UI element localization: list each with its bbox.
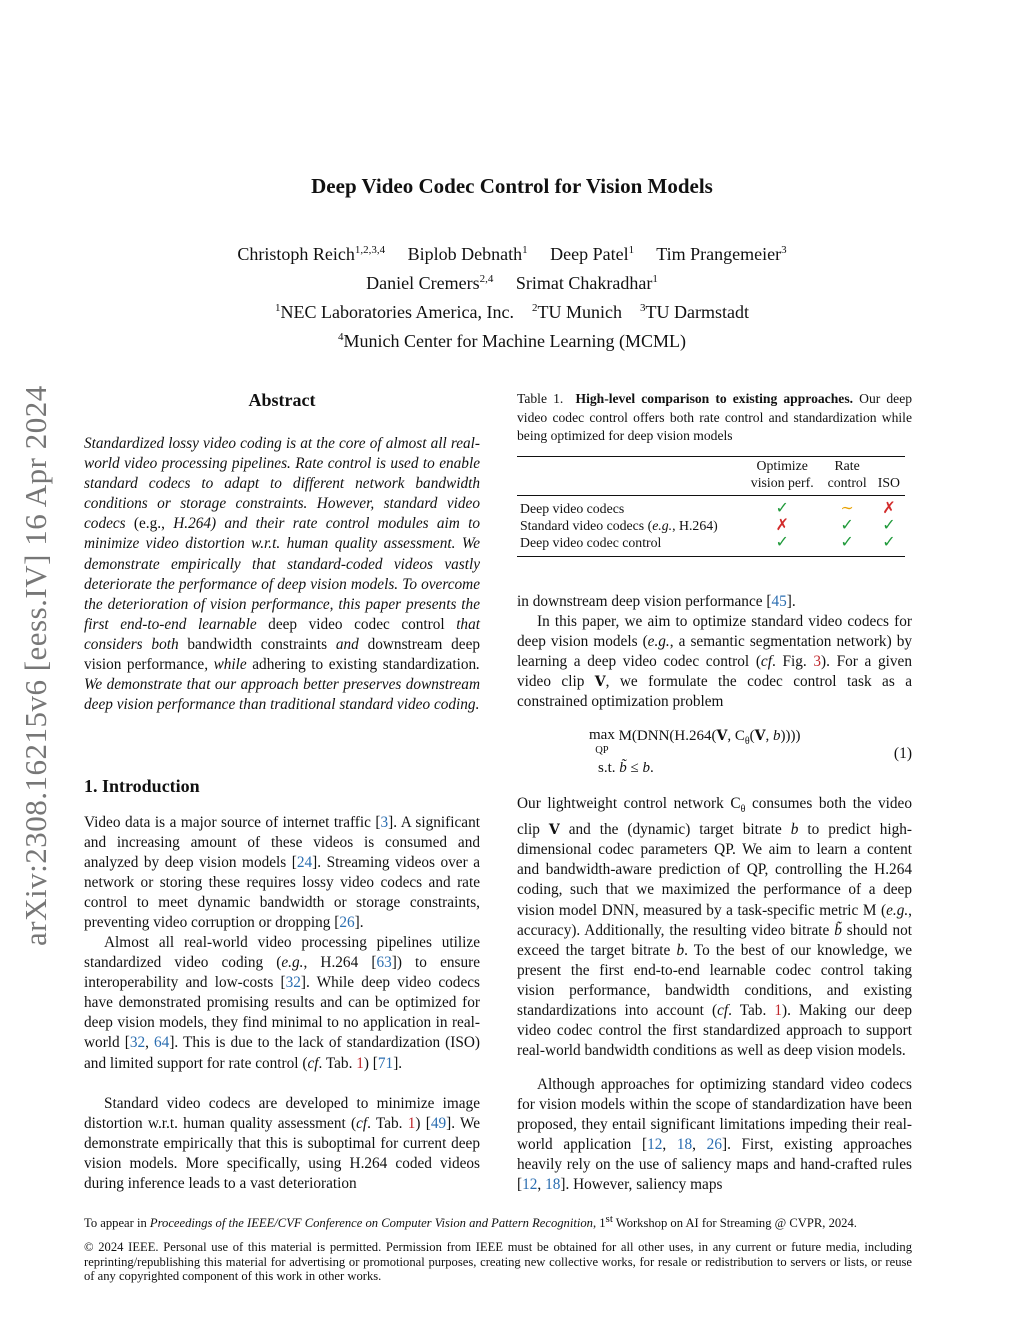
- cross-icon: ✗: [882, 500, 896, 517]
- affil-mark: 3: [639, 302, 646, 314]
- header-text: ISO: [877, 475, 901, 490]
- affiliation-line-2: [0, 325, 1024, 354]
- affiliation-line-1: [0, 296, 1024, 325]
- venue-sup: st: [605, 1213, 613, 1225]
- comparison-table: [517, 456, 905, 557]
- table-caption-title: High-level comparison to existing approaches.: [575, 391, 854, 406]
- author-affil-mark: 3: [781, 244, 787, 256]
- right-paragraph-1: in downstream deep vision performance [45].: [517, 593, 796, 610]
- header-text: Optimize: [756, 458, 808, 473]
- row-label: Deep video codecs: [520, 501, 625, 516]
- affiliation: NEC Laboratories America, Inc.: [280, 302, 514, 322]
- author-name: Srimat Chakradhar: [515, 273, 653, 293]
- author-name: Tim Prangemeier: [656, 244, 782, 264]
- affiliation-list: [0, 296, 1024, 354]
- intro-heading: 1. Introduction: [84, 776, 200, 796]
- affiliation: Munich Center for Machine Learning (MCML): [343, 331, 686, 351]
- author-name: Christoph Reich: [237, 244, 355, 264]
- table-row: [517, 496, 905, 518]
- author-name: Deep Patel: [550, 244, 629, 264]
- intro-paragraph-3: Standard video codecs are developed to minimize image distortion w.r.t. human quality assessment (cf. Tab. 1) [49]. We demonstrate empirically that this is suboptimal for current deep vision models. More specifically, using H.264 coded videos during inference leads to a vast deterioration: [84, 1095, 480, 1193]
- author-affil-mark: 1: [652, 273, 658, 285]
- equation-constraint: s.t. b̃ ≤ b.: [598, 760, 654, 776]
- affil-mark: 1: [275, 302, 281, 314]
- venue-name: Proceedings of the IEEE/CVF Conference on Computer Vision and Pattern Recognition: [149, 1216, 593, 1231]
- row-label: [517, 517, 743, 534]
- col-header-iso: [873, 457, 905, 496]
- right-paragraph-4: Although approaches for optimizing standard video codecs for vision models within the scope of standardization have been proposed, they entail significant limitations impeding their real-world application [12, 18, 26]. First, existing approaches heavily rely on the use of saliency maps and hand-crafted rules [12, 18]. However, saliency maps: [517, 1076, 912, 1194]
- table-caption: [517, 390, 912, 446]
- venue-text: , 1: [592, 1216, 606, 1231]
- table-caption-text: Our deep video codec control offers both rate control and standardization while being optimized for deep vision models: [517, 391, 913, 443]
- abstract-heading: Abstract: [248, 390, 316, 410]
- author-affil-mark: 1: [628, 244, 635, 256]
- author-name: Daniel Cremers: [366, 273, 480, 293]
- venue-text: To appear in: [84, 1216, 150, 1231]
- equation-number: (1): [893, 745, 912, 762]
- cross-icon: ✗: [775, 517, 789, 534]
- check-icon: ✓: [775, 534, 789, 551]
- paper-title: Deep Video Codec Control for Vision Models: [311, 174, 713, 198]
- right-paragraph-2: In this paper, we aim to optimize standard video codecs for deep vision models (e.g., a semantic segmentation network) by learning a deep video codec control (cf. Fig. 3). For a given video clip V, we formulate the codec control task as a constrained optimization problem: [517, 613, 913, 711]
- copyright-notice: © 2024 IEEE. Personal use of this material is permitted. Permission from IEEE must be obtained for all other uses, in any current or future media, including reprinting/republishing this material for advertising or promotional purposes, creating new collective works, for resale or redistribution to servers or lists, or reuse of any copyrighted component of this work in other works.: [84, 1240, 912, 1284]
- abstract-body: Standardized lossy video coding is at the core of almost all real-world video processing pipelines. Rate control is used to enable standard codecs to adapt to different network bandwidth conditions or storage constraints. However, standard video codecs (e.g., H.264) and their rate control modules aim to minimize video distortion w.r.t. human quality assessment. We demonstrate empirically that standard-coded videos vastly deteriorate the performance of deep vision models. To overcome the deterioration of vision performance, this paper presents the first end-to-end learnable deep video codec control that considers both bandwidth constraints and downstream deep vision performance, while adhering to existing standardization. We demonstrate that our approach better preserves downstream deep vision performance than traditional standard video coding.: [84, 435, 481, 714]
- row-label-part: Standard video codecs (: [520, 518, 653, 533]
- col-header-rate: [821, 457, 872, 496]
- header-text: Rate: [834, 458, 860, 473]
- header-text: vision perf.: [750, 475, 814, 490]
- affiliation: TU Darmstadt: [645, 302, 749, 322]
- author-list: [0, 238, 1024, 296]
- equation-objective: max QP M(DNN(H.264(V, $C_\theta(V$, b)))): [589, 727, 801, 756]
- affil-mark: 2: [531, 302, 538, 314]
- check-icon: ✓: [882, 534, 896, 551]
- intro-paragraph-2: Almost all real-world video processing pipelines utilize standardized video coding (e.g., H.264 [63]) to ensure interoperability and low-costs [32]. While deep video codecs have demonstrated promising results and can be optimized for deep vision models, they find minimal to no application in real-world [32, 64]. This is due to the lack of standardization (ISO) and limited support for rate control (cf. Tab. 1) [71].: [84, 934, 481, 1072]
- author-affil-mark: 1: [522, 244, 528, 256]
- author-affil-mark: 2,4: [479, 273, 494, 285]
- check-icon: ✓: [882, 517, 896, 534]
- header-text: control: [827, 475, 867, 490]
- affil-mark: 4: [338, 331, 344, 343]
- author-line-1: [0, 238, 1024, 267]
- col-header-vision: [743, 457, 821, 496]
- row-label-part: e.g.: [652, 518, 673, 533]
- tilde-icon: ∼: [840, 500, 854, 517]
- affiliation: TU Munich: [537, 302, 622, 322]
- check-icon: ✓: [840, 517, 854, 534]
- check-icon: ✓: [775, 500, 789, 517]
- author-line-2: [0, 267, 1024, 296]
- equation-1: [517, 728, 912, 780]
- row-label: Deep video codec control: [520, 535, 662, 550]
- author-affil-mark: 1,2,3,4: [354, 244, 386, 256]
- venue-note: [84, 1213, 912, 1231]
- check-icon: ✓: [840, 534, 854, 551]
- venue-text: Workshop on AI for Streaming @ CVPR, 2024.: [612, 1216, 857, 1231]
- intro-paragraph-1: Video data is a major source of internet traffic [3]. A significant and increasing amount of these videos is consumed and analyzed by deep vision models [24]. Streaming videos over a network or storing these requires lossy video codecs and rate control to meet dynamic bandwidth or storage constraints, preventing video corruption or dropping [26].: [84, 814, 481, 932]
- table-row: [517, 534, 905, 557]
- table-label: Table 1.: [517, 391, 564, 406]
- table-row: [517, 517, 905, 534]
- right-paragraph-3: Our lightweight control network $C_\theta$ consumes both the video clip V and the (dynamic) target bitrate b to predict high-dimensional codec parameters QP. We aim to learn a content and bandwidth-aware prediction of QP, controlling the H.264 coding, such that we maximized the performance of a deep vision model DNN, measured by a task-specific metric M (e.g., accuracy). Additionally, the resulting video bitrate b̃ should not exceed the target bitrate b. To the best of our knowledge, we present the first end-to-end learnable codec control taking vision performance, bandwidth conditions, and existing standardizations into account (cf. Tab. 1). Making our deep video codec control the first standardized approach to support real-world bandwidth conditions as well as deep vision models.: [517, 795, 913, 1060]
- arxiv-identifier: arXiv:2308.16215v6 [eess.IV] 16 Apr 2024: [18, 385, 53, 946]
- row-label-part: , H.264): [672, 518, 718, 533]
- author-name: Biplob Debnath: [407, 244, 523, 264]
